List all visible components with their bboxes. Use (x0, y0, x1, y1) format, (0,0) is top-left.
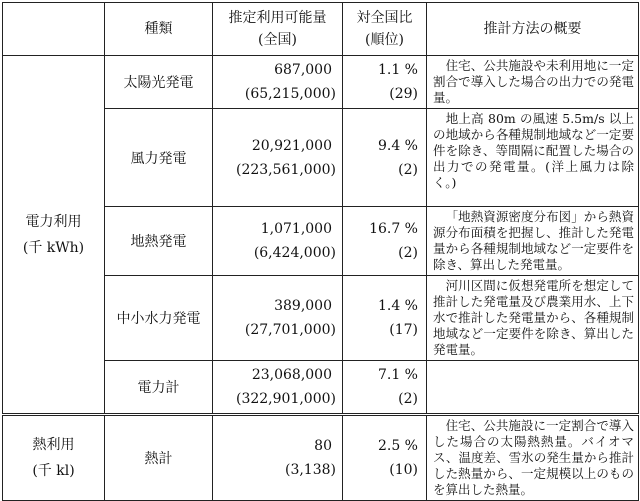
category-unit: (千 kl) (32, 463, 75, 479)
national-value: (65,215,000) (244, 86, 336, 102)
method-text: 「地熱資源密度分布図」から熱資源分布面積を把握し、推計した発電量から各種規制地域など一定要件を除き、算出した発電量。 (433, 209, 634, 272)
category-heat (3, 415, 105, 501)
type-cell: 電力計 (105, 361, 213, 415)
rank-value: (29) (389, 86, 418, 102)
amount-cell (213, 415, 343, 501)
header-amount-line1: 推定利用可能量 (228, 10, 327, 26)
type-cell: 中小水力発電 (105, 276, 213, 361)
ratio-value: 7.1 % (377, 367, 418, 383)
rank-value: (2) (398, 161, 418, 178)
method-text: 住宅、公共施設に一定割合で導入した場合の太陽熱熱量。バイオマス、温度差、雪氷の発生量から推計した熱量から、一定規模以上のものを算出した熱量。 (433, 418, 634, 497)
national-value: (322,901,000) (236, 391, 336, 407)
header-amount (213, 3, 343, 56)
category-unit: (千 kWh) (22, 239, 85, 256)
national-value: (223,561,000) (236, 161, 336, 178)
ratio-value: 16.7 % (369, 221, 418, 237)
type-cell: 太陽光発電 (105, 56, 213, 109)
amount-value: 389,000 (274, 298, 332, 314)
ratio-cell (343, 207, 427, 276)
category-label: 熱利用 (32, 437, 75, 453)
method-text: 住宅、公共施設や未利用地に一定割合で導入した場合の出力での発電量。 (433, 58, 634, 105)
amount-cell (213, 361, 343, 415)
header-type: 種類 (105, 3, 213, 56)
type-cell: 地熱発電 (105, 207, 213, 276)
amount-value: 20,921,000 (251, 137, 332, 154)
amount-value: 687,000 (274, 62, 332, 78)
amount-cell (213, 56, 343, 109)
ratio-cell (343, 109, 427, 207)
table-row (3, 56, 639, 109)
header-amount-line2: (全国) (258, 32, 297, 48)
method-cell (427, 415, 639, 501)
header-ratio-line2: (順位) (365, 32, 404, 48)
rank-value: (2) (398, 391, 418, 407)
category-label: 電力利用 (25, 213, 82, 230)
national-value: (27,701,000) (244, 322, 336, 338)
ratio-cell (343, 56, 427, 109)
method-text: 河川区間に仮想発電所を想定して推計した発電量及び農業用水、上下水で推計した発電量から、各種規制地域など一定要件を除き、算出した発電量。 (433, 278, 634, 357)
type-cell: 風力発電 (105, 109, 213, 207)
amount-cell (213, 276, 343, 361)
category-electricity (3, 56, 105, 415)
rank-value: (10) (389, 462, 418, 478)
method-cell (427, 207, 639, 276)
ratio-value: 1.1 % (377, 62, 418, 78)
header-category (3, 3, 105, 56)
rank-value: (17) (389, 322, 418, 338)
ratio-value: 1.4 % (377, 298, 418, 314)
table-row (3, 415, 639, 501)
method-text: 地上高 80m の風速 5.5m/s 以上の地域から各種規制地域など一定要件を除き、等間隔に配置した場合の出力での発電量。(洋上風力は除く。) (433, 111, 634, 190)
type-cell: 熱計 (105, 415, 213, 501)
rank-value: (2) (398, 245, 418, 261)
header-method: 推計方法の概要 (427, 3, 639, 56)
method-cell (427, 361, 639, 415)
amount-cell (213, 207, 343, 276)
method-cell (427, 56, 639, 109)
amount-value: 23,068,000 (251, 367, 332, 383)
ratio-value: 2.5 % (377, 438, 418, 454)
method-cell (427, 276, 639, 361)
ratio-cell (343, 276, 427, 361)
ratio-cell (343, 415, 427, 501)
amount-value: 80 (314, 438, 332, 454)
national-value: (3,138) (284, 462, 336, 478)
ratio-value: 9.4 % (377, 137, 418, 154)
energy-potential-table (2, 2, 639, 501)
method-cell (427, 109, 639, 207)
amount-cell (213, 109, 343, 207)
header-row (3, 3, 639, 56)
national-value: (6,424,000) (253, 245, 336, 261)
ratio-cell (343, 361, 427, 415)
header-ratio-line1: 対全国比 (356, 10, 413, 26)
amount-value: 1,071,000 (260, 221, 332, 237)
header-ratio (343, 3, 427, 56)
